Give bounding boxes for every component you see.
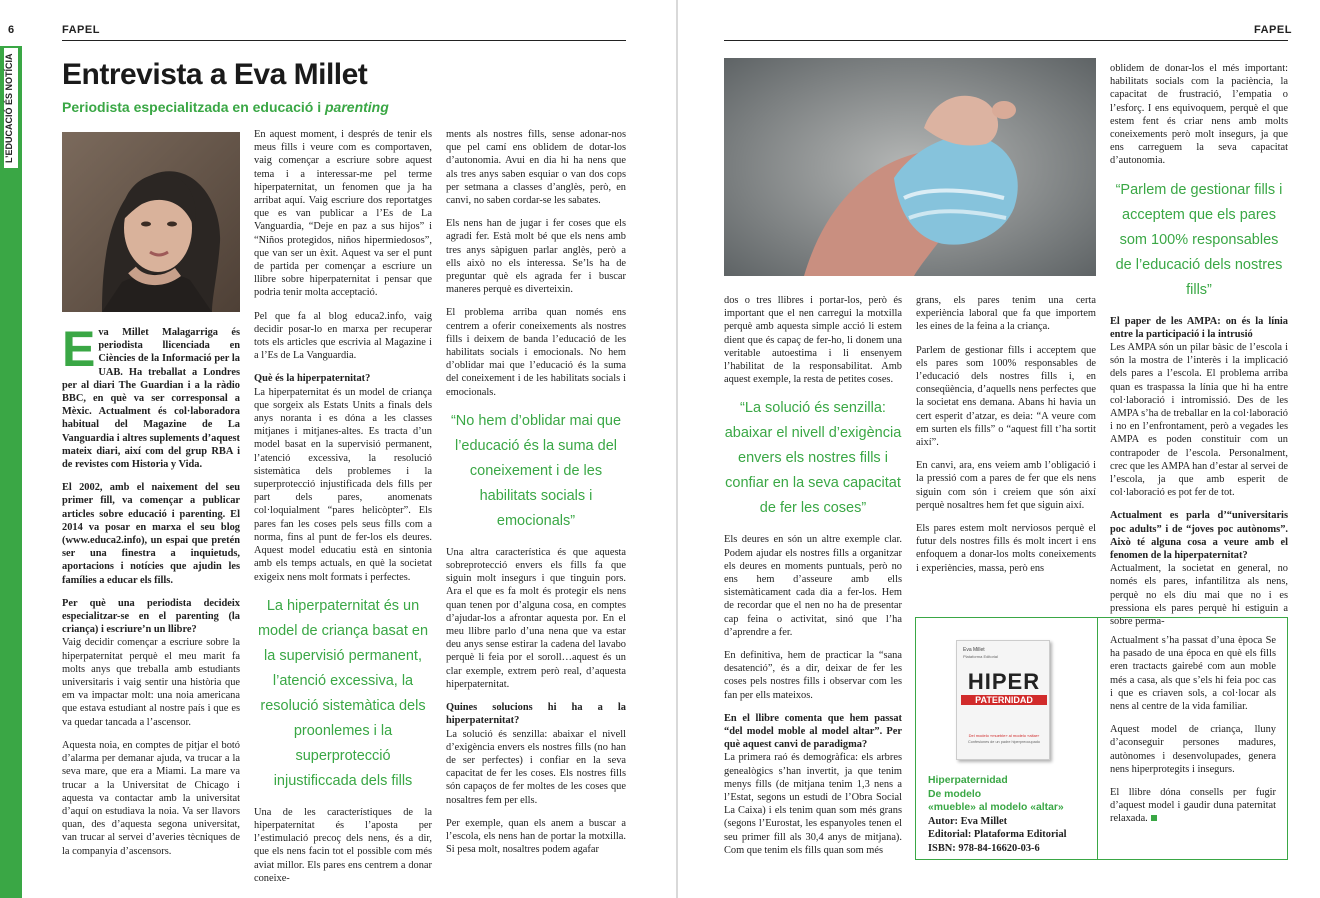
body-paragraph: Actualment s’ha passat d’una època Se ha pasado de una época en què els fills eren tractacts gairebé com aun moble més a casa, als que s’els hi feia poc cas i que es criaven sols, a col·locar als nens al centre de la vida familiar. bbox=[1110, 635, 1276, 713]
book-info-box bbox=[915, 617, 1098, 860]
book-cover-author: Eva Millet bbox=[963, 647, 985, 653]
end-mark-icon bbox=[1151, 815, 1157, 821]
body-paragraph: El problema arriba quan només ens centrem a oferir coneixements als nostres fills i deixem de banda l’educació de les habilitats socials i emocionals. No hem d’oblidar mai que l’educació és la suma del coneixement i de les habilitats socials i emocionals. bbox=[446, 307, 626, 398]
question-heading: Actualment es parla d’“universitaris poc adults” i de “joves poc autònoms”. Això té alguna cosa a veure amb el fenomen de la hiperpaternitat? bbox=[1110, 510, 1288, 562]
body-paragraph: Una de les característiques de la hiperpaternitat és l’aposta per l’estimulació precoç dels nens, és a dir, que els nens facin tot el possible com més aviat millor. Els pares ens centrem a donar coneixe- bbox=[254, 806, 432, 884]
text-column-7 bbox=[1110, 634, 1276, 836]
body-paragraph: Aquest model de criança, lluny d’aconseguir persones madures, autònomes i desenvolupades, genera nens hiperprotegits i insegurs. bbox=[1110, 724, 1276, 775]
body-paragraph: Vaig decidir començar a escriure sobre la hiperpaternitat perquè el meu marit fa molts anys que treballa amb estudiants universitaris i vaig sentir una història que em va impactar molt: una noia americana que estava estudiant al nostre país i que es va quedar tancada a l’ascensor. bbox=[62, 637, 240, 728]
question-heading: Què és la hiperpaternitat? bbox=[254, 373, 371, 385]
body-paragraph: Actualment, la societat en general, no només els pares, infantilitza als nens, perquè no els diu mai que no i es pressiona els pares perquè hi estiguin a sobre perma- bbox=[1110, 563, 1288, 628]
drop-cap: E bbox=[62, 321, 96, 377]
baby-hand-photo bbox=[724, 58, 1096, 276]
running-head-right: FAPEL bbox=[1254, 24, 1292, 36]
pull-quote: “No hem d’oblidar mai que l’educació és la suma del coneixement i de les habilitats socials i emocionals” bbox=[450, 412, 622, 529]
text-column-5 bbox=[916, 294, 1096, 585]
section-color-tab bbox=[0, 46, 22, 898]
book-cover-tagline-2: Confesiones de un padre hiperpreocupado bbox=[968, 740, 1040, 744]
text-column-2 bbox=[254, 128, 432, 895]
book-title-line-3: «mueble» al modelo «altar» bbox=[928, 802, 1064, 813]
body-paragraph: Parlem de gestionar fills i acceptem que els pares som 100% responsables de l’educació dels nostres fills i, en conseqüència, d’aquells nens perfectes que la societat ens demana. Abans hi havia un cert esperit d’atzar, es deia: “A veure com em surten els fills” o “aquest fill t’ha sortit així”. bbox=[916, 344, 1096, 449]
body-paragraph: En canvi, ara, ens veiem amb l’obligació i la pressió com a pares de fer que els nens siguin com són i creiem que són així perquè nosaltres hem fet que siguin així. bbox=[916, 460, 1096, 511]
portrait-photo bbox=[62, 132, 240, 312]
book-publisher: Editorial: Plataforma Editorial bbox=[928, 829, 1067, 840]
body-paragraph: En aquest moment, i després de tenir els meus fills i veure com es comportaven, vaig començar a escriure sobre aquest tema i a interessar-me pel terme hiperpaternitat, un fenomen que ja ha arribat aquí. Vaig escriure dos reportatges que es van publicar a l’Es de La Vanguardia, “Deje en paz a sus hijos” i “Niños protegidos, niños hipermiedosos”, que van ser un èxit. Aquest va ser el punt de partida per començar a escriure un llibre sobre hiperpaternitat i pensar que podria tenir molta acceptació. bbox=[254, 129, 432, 299]
question-heading: Quines solucions hi ha a la hiperpaternitat? bbox=[446, 702, 626, 727]
book-cover bbox=[956, 640, 1050, 760]
body-paragraph: Els nens han de jugar i fer coses que els agradi fer. Està molt bé que els nens amb tres anys sàpiguen parlar anglès, però a ells això no els interessa. Se’ls ha de preguntar què els agrada fer i buscar maneres perquè es diverteixin. bbox=[446, 218, 626, 296]
book-title-line-2: De modelo bbox=[928, 788, 982, 800]
body-paragraph: Una altra característica és que aquesta sobreprotecció envers els fills fa que siguin molt insegurs i que tinguin pors. Ara el que es fa molt és protegir els nens quan tenen por d’alguna cosa, en comptes d’ajudar-los a afrontar aquesta por. En el meu llibre parlo d’una nena que va estar deu anys sense estirar la cadena del lavabo perquè li feia por el soroll…aquest és un clar exemple, extrem però real, d’aquesta hiperpaternitat. bbox=[446, 546, 626, 690]
body-paragraph: La solució és senzilla: abaixar el nivell d’exigència envers els nostres fills (no han de ser perfectes) i confiar en la seva capacitat de fer les coses. Els nostres fills són capaços de fer moltes de les coses que nosaltres fem per ells. bbox=[446, 728, 626, 806]
section-side-label: L’EDUCACIÓ ÉS NOTÍCIA bbox=[4, 48, 18, 168]
body-paragraph: Els deures en són un altre exemple clar. Podem ajudar els nostres fills a organitzar els deures en moments puntuals, però no ens hem d’asseure amb ells sistemàticament cada dia a fer-los. Hem de recordar que el nen no ha de presentar cap feina o activitat, sinó que l’ha d’aprendre a fer. bbox=[724, 534, 902, 638]
body-paragraph: En definitiva, hem de practicar la “sana desatenció”, és a dir, deixar de fer les coses pels nostres fills i observar com les fan per ells mateixos. bbox=[724, 650, 902, 701]
book-cover-title-1: HIPER bbox=[967, 669, 1041, 694]
book-isbn: ISBN: 978-84-16620-03-6 bbox=[928, 842, 1040, 854]
header-rule-left bbox=[62, 40, 626, 41]
body-paragraph: Les AMPA són un pilar bàsic de l’escola i són la mostra de l’interès i la implicació dels pares a l’escola. El problema arriba quan es traspassa la línia que hi ha entre col·laboració i intromissió. Des de les AMPA s’ha de treballar en la col·laboració i no en l’enfrontament, però a vegades les AMPA es poden constituir com un contrapoder de l’escola. Personalment, crec que les AMPA han d’estar al servei de l’escola, ja que amb esperit de col·laboració es pot fer de tot. bbox=[1110, 342, 1288, 499]
text-column-6 bbox=[1110, 62, 1288, 638]
pull-quote: “La solució és senzilla: abaixar el nivell d’exigència envers els nostres fills i confiar en la seva capacitat de fer les coses” bbox=[724, 400, 902, 517]
book-cover-publisher: Plataforma Editorial bbox=[963, 654, 998, 659]
body-paragraph: La hiperpaternitat és un model de criança que sorgeix als Estats Units a finals dels anys noranta i es dóna a les classes mitjanes i mitjanes-altes. Es tracta d’un model basat en la supervisió permanent, l’atenció excessiva, la resolució sistemàtica dels problemes i la superprotecció injustificada dels fills per part dels pares, anomenats col·loquialment “pares helicòpter”. Els pares fan les coses pels seus fills com a norma, fins al punt de fer-los els deures. Aquest model educatiu està en sintonia amb els temps actuals, en què la societat exigeix nens molt formats i perfectes. bbox=[254, 386, 432, 583]
pull-quote: La hiperpaternitat és un model de criança basat en la supervisió permanent, l’atenció excessiva, la resolució sistemàtica dels proonlemes i la superprotecció injustificcada dels fills bbox=[257, 597, 429, 789]
book-author: Autor: Eva Millet bbox=[928, 815, 1008, 827]
book-title-line-1: Hiperpaternidad bbox=[928, 775, 1008, 786]
body-paragraph: Aquesta noia, en comptes de pitjar el botó d’alarma per demanar ajuda, va trucar a la seva mare, que era a Miami. La mare va trucar a la Universitat de Chicago i aquesta va contactar amb la universitat d’aquí on estudiava la noia. Va ser llavors quan, des d’aquesta segona universitat, van trucar al servei d’averies tècniques de la companyia d’ascensors. bbox=[62, 739, 240, 857]
page-fold bbox=[676, 0, 678, 898]
body-paragraph: Els pares estem molt nerviosos perquè el futur dels nostres fills és molt incert i ens enfoquem a donar-los molts coneixements i experiències, massa, però ens bbox=[916, 523, 1096, 574]
body-paragraph: La primera raó és demogràfica: els arbres genealògics s’han invertit, ja que tenim menys fills (de mitjana tenim 1,3 nens a l’Estat, segons un estudi de l’Obra Social La Caixa) i els tenim quan som més grans (segons l’Eurostat, les espanyoles tenen el seu primer fill als 30,4 anys de mitjana). Com que tenim els fills quan som més bbox=[724, 752, 902, 856]
book-cover-title-2: PATERNIDAD bbox=[961, 695, 1047, 705]
closing-paragraph: El llibre dóna consells per fugir d’aquest model i gaudir duna paternitat relaxada. bbox=[1110, 787, 1276, 825]
header-rule-right bbox=[724, 40, 1288, 41]
body-paragraph: Pel que fa al blog educa2.info, vaig decidir posar-lo en marxa per recuperar tots els articles que escrivia al Magazine i a l’Es de La Vanguardia. bbox=[254, 310, 432, 362]
intro-paragraph-2: El 2002, amb el naixement del seu primer fill, va començar a publicar articles sobre educació i parenting. El 2014 va posar en marxa el seu blog (www.educa2.info), un espai que pretén ser una finestra a inquietuds, aportacions i notícies que ajudin les famílies a educar els fills. bbox=[62, 482, 240, 586]
intro-paragraph: Eva Millet Malagarriga és periodista llicenciada en Ciències de la Informació per la UAB. Ha treballat a Londres per al diari The Guardian i a la ràdio BBC, en què va ser corresponsal a Mèxic. Actualment és col·laboradora habitual del Magazine de La Vanguardia i altres suplements d’aquest mateix diari, així com del grup RBA i de revistes com Historia y Vida. bbox=[62, 321, 240, 471]
book-caption bbox=[928, 774, 1093, 855]
body-paragraph: oblidem de donar-los el més important: habilitats socials com la paciència, la capacitat de frustració, l’empatia o l’esforç. I ens equivoquem, perquè el que estem fent és criar nens amb molts coneixements però molt insegurs, ja que ens carreguem la seva capacitat d’autonomia. bbox=[1110, 63, 1288, 167]
body-paragraph: grans, els pares tenim una certa experiència laboral que fa que importem les eines de la feina a la criança. bbox=[916, 295, 1096, 333]
text-column-1 bbox=[62, 321, 240, 868]
question-heading: El paper de les AMPA: on és la línia entre la participació i la intrusió bbox=[1110, 315, 1288, 340]
text-column-4 bbox=[724, 294, 902, 867]
running-head-left: FAPEL bbox=[62, 24, 100, 36]
article-title: Entrevista a Eva Millet bbox=[62, 58, 368, 91]
body-paragraph: ments als nostres fills, sense adonar-nos que pel camí ens oblidem de dotar-los d’autonomia. Avui en dia hi ha nens que als tres anys saben esquiar o van dos cops per setmana a classes d’anglès, però, en canvi, no saben cordar-se les sabates. bbox=[446, 129, 626, 207]
body-paragraph: Per exemple, quan els anem a buscar a l’escola, els nens han de portar la motxilla. Si pesa molt, nosaltres podem agafar bbox=[446, 817, 626, 856]
article-subtitle: Periodista especialitzada en educació i parenting bbox=[62, 99, 389, 115]
text-column-3 bbox=[446, 128, 626, 866]
book-cover-tagline: Del modelo «mueble» al modelo «altar» bbox=[968, 733, 1040, 738]
page-number: 6 bbox=[8, 24, 15, 36]
question-heading: En el llibre comenta que hem passat “del model moble al model altar”. Per què aquest canvi de paradigma? bbox=[724, 712, 902, 751]
question-heading: Per què una periodista decideix especialitzar-se en el parenting (la criança) i escriure’n un llibre? bbox=[62, 597, 240, 636]
pull-quote: “Parlem de gestionar fills i acceptem que els pares som 100% responsables de l’educació dels nostres fills” bbox=[1115, 181, 1283, 298]
body-paragraph: dos o tres llibres i portar-los, però és important que el nen carregui la motxilla perquè amb aquesta simple acció li estem dient que és capaç de fer-ho, li donem una veritable autoestima i li ensenyem l’habilitat de la responsabilitat. Amb aquest exemple, la resta de petites coses. bbox=[724, 295, 902, 386]
